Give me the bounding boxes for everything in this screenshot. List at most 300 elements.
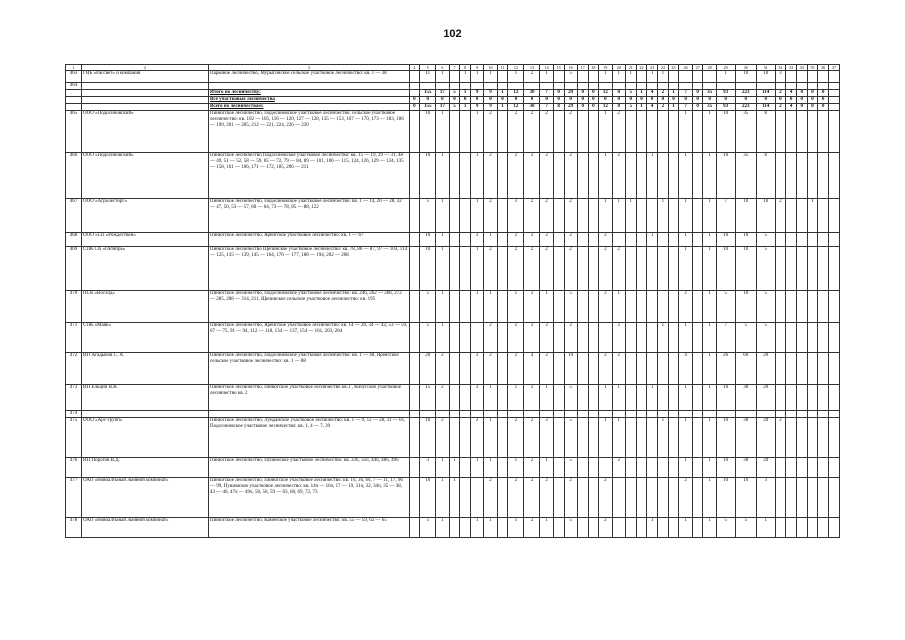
- forest-location: Пинюгское лесничество Щепинское участковое лесничество: кв. 78, 86 — 87, 97 — 103, 114 — 125, 135 — 139, 145 — 164, 176 — 177, 188 — 194, 202 — 208: [209, 247, 410, 291]
- value-cell: 1: [647, 518, 658, 538]
- value-cell: [460, 385, 471, 411]
- value-cell: 1: [508, 385, 524, 411]
- value-cell: 1: [679, 458, 692, 478]
- table-row: [66, 83, 840, 90]
- value-cell: [497, 153, 508, 199]
- value-cell: [786, 153, 797, 199]
- value-cell: 2: [484, 247, 497, 291]
- value-cell: 2: [612, 247, 625, 291]
- forest-location: Пинюгское лесничество, Лунданское участковое лесничество: кв. 1 — 9, 12 — 28, 31 — 61, Подосиновское участковое лесничество: кв. 1, 4 — 7, 39: [209, 418, 410, 458]
- value-cell: [409, 247, 420, 291]
- value-cell: [577, 71, 588, 83]
- value-cell: 1: [436, 111, 449, 153]
- value-cell: [796, 233, 807, 247]
- value-cell: 5: [756, 291, 775, 323]
- value-cell: [679, 411, 692, 418]
- value-cell: 1: [716, 71, 735, 83]
- value-cell: [647, 353, 658, 385]
- value-cell: 2: [524, 111, 540, 153]
- value-cell: [599, 323, 612, 353]
- organization-name: [82, 90, 209, 97]
- forest-location: [209, 83, 410, 90]
- value-cell: [588, 233, 599, 247]
- value-cell: 2: [436, 353, 449, 385]
- value-cell: [449, 111, 460, 153]
- forest-location: Пинюгское лесничество, Яренгское участковое лесничество: кв. 1 — 67: [209, 233, 410, 247]
- value-cell: [625, 411, 636, 418]
- value-cell: 1: [470, 458, 483, 478]
- value-cell: [818, 478, 829, 518]
- organization-name: СПК СА «Октябрь»: [82, 247, 209, 291]
- value-cell: [647, 323, 658, 353]
- value-cell: [796, 411, 807, 418]
- value-cell: [577, 418, 588, 458]
- value-cell: 1: [625, 71, 636, 83]
- value-cell: 0: [588, 104, 599, 111]
- value-cell: [658, 385, 669, 411]
- value-cell: 0: [524, 97, 540, 104]
- value-cell: 0: [599, 97, 612, 104]
- value-cell: 0: [588, 97, 599, 104]
- value-cell: [449, 518, 460, 538]
- column-number: 29: [716, 65, 735, 71]
- organization-name: ГИБ «Рассвет» и компания: [82, 71, 209, 83]
- value-cell: [625, 291, 636, 323]
- value-cell: [577, 385, 588, 411]
- value-cell: [553, 418, 564, 458]
- value-cell: [796, 83, 807, 90]
- value-cell: 0: [818, 97, 829, 104]
- table-row: [66, 97, 840, 104]
- value-cell: 20: [756, 458, 775, 478]
- column-number: 35: [807, 65, 818, 71]
- column-number: 9: [470, 65, 483, 71]
- value-cell: 5: [420, 291, 436, 323]
- value-cell: [409, 111, 420, 153]
- value-cell: [497, 291, 508, 323]
- value-cell: 1: [484, 418, 497, 458]
- value-cell: 2: [508, 478, 524, 518]
- value-cell: 10: [420, 418, 436, 458]
- value-cell: [807, 153, 818, 199]
- value-cell: 1: [436, 153, 449, 199]
- value-cell: [497, 199, 508, 233]
- value-cell: [460, 518, 471, 538]
- value-cell: [553, 323, 564, 353]
- value-cell: [460, 353, 471, 385]
- value-cell: 1: [460, 90, 471, 97]
- value-cell: [460, 153, 471, 199]
- value-cell: [668, 411, 679, 418]
- value-cell: [577, 247, 588, 291]
- value-cell: [636, 247, 647, 291]
- value-cell: [807, 353, 818, 385]
- value-cell: [588, 418, 599, 458]
- forest-location: Пинюгское лесничество, Пинюгское участковое лесничество кв.1 , Кичугское участковое лесничество кв. 2: [209, 385, 410, 411]
- value-cell: 0: [692, 104, 703, 111]
- value-cell: [470, 83, 483, 90]
- value-cell: 1: [679, 233, 692, 247]
- value-cell: 10: [716, 385, 735, 411]
- value-cell: 10: [735, 199, 756, 233]
- value-cell: [577, 458, 588, 478]
- column-number: 23: [647, 65, 658, 71]
- value-cell: [409, 233, 420, 247]
- value-cell: 223: [735, 90, 756, 97]
- value-cell: [668, 71, 679, 83]
- organization-name: [82, 83, 209, 90]
- value-cell: 8: [612, 104, 625, 111]
- value-cell: [553, 83, 564, 90]
- value-cell: 2: [524, 291, 540, 323]
- value-cell: [599, 458, 612, 478]
- value-cell: [577, 153, 588, 199]
- value-cell: [807, 385, 818, 411]
- value-cell: [436, 83, 449, 90]
- value-cell: [409, 323, 420, 353]
- value-cell: 2: [524, 478, 540, 518]
- value-cell: 4: [524, 353, 540, 385]
- value-cell: 10: [735, 478, 756, 518]
- organization-name: СПК «Маяк»: [82, 323, 209, 353]
- value-cell: 93: [716, 90, 735, 97]
- value-cell: 4: [679, 353, 692, 385]
- value-cell: [449, 353, 460, 385]
- value-cell: [588, 247, 599, 291]
- value-cell: 1: [647, 385, 658, 411]
- value-cell: 12: [508, 90, 524, 97]
- value-cell: [796, 111, 807, 153]
- value-cell: [807, 83, 818, 90]
- value-cell: 1: [647, 71, 658, 83]
- organization-name: ООО «Агролесторг»: [82, 199, 209, 233]
- value-cell: [647, 83, 658, 90]
- value-cell: 35: [735, 111, 756, 153]
- value-cell: 20: [756, 353, 775, 385]
- row-number: 475: [66, 418, 82, 458]
- value-cell: [818, 153, 829, 199]
- value-cell: [668, 518, 679, 538]
- value-cell: 1: [703, 153, 716, 199]
- value-cell: 1: [470, 247, 483, 291]
- value-cell: 30: [735, 418, 756, 458]
- value-cell: [775, 478, 786, 518]
- value-cell: [625, 458, 636, 478]
- column-number: 37: [829, 65, 840, 71]
- value-cell: [796, 323, 807, 353]
- value-cell: 1: [508, 518, 524, 538]
- value-cell: [658, 353, 669, 385]
- value-cell: [588, 199, 599, 233]
- organization-name: ИП Ельцин В.В.: [82, 385, 209, 411]
- value-cell: 0: [625, 97, 636, 104]
- value-cell: [553, 458, 564, 478]
- value-cell: 2: [564, 247, 577, 291]
- organization-name: ПСК «Восход»: [82, 291, 209, 323]
- value-cell: 1: [703, 323, 716, 353]
- value-cell: 5: [625, 104, 636, 111]
- value-cell: 0: [470, 97, 483, 104]
- value-cell: 1: [647, 233, 658, 247]
- value-cell: 1: [460, 104, 471, 111]
- value-cell: [460, 83, 471, 90]
- value-cell: 1: [449, 478, 460, 518]
- value-cell: 10: [735, 71, 756, 83]
- value-cell: 10: [756, 71, 775, 83]
- value-cell: 1: [679, 323, 692, 353]
- value-cell: 15: [420, 385, 436, 411]
- value-cell: [553, 111, 564, 153]
- value-cell: 1: [658, 71, 669, 83]
- value-cell: [692, 111, 703, 153]
- value-cell: [829, 291, 840, 323]
- value-cell: 2: [484, 111, 497, 153]
- column-number: 16: [564, 65, 577, 71]
- value-cell: [588, 323, 599, 353]
- value-cell: [564, 83, 577, 90]
- value-cell: 0: [484, 97, 497, 104]
- value-cell: 155: [420, 90, 436, 97]
- value-cell: 0: [796, 90, 807, 97]
- value-cell: 1: [484, 71, 497, 83]
- value-cell: 5: [564, 385, 577, 411]
- value-cell: 2: [436, 418, 449, 458]
- value-cell: [449, 385, 460, 411]
- value-cell: 1: [703, 385, 716, 411]
- value-cell: 2: [540, 111, 553, 153]
- value-cell: [449, 71, 460, 83]
- value-cell: [497, 247, 508, 291]
- organization-name: ООО «Подосиновский»: [82, 111, 209, 153]
- value-cell: [796, 418, 807, 458]
- value-cell: 8: [756, 153, 775, 199]
- value-cell: [668, 291, 679, 323]
- value-cell: [577, 518, 588, 538]
- value-cell: 1: [436, 518, 449, 538]
- row-number: 474: [66, 411, 82, 418]
- value-cell: [829, 418, 840, 458]
- value-cell: 20: [420, 353, 436, 385]
- value-cell: 5: [449, 104, 460, 111]
- value-cell: 2: [612, 111, 625, 153]
- value-cell: [829, 104, 840, 111]
- value-cell: 0: [636, 97, 647, 104]
- value-cell: 5: [564, 291, 577, 323]
- column-number: 19: [599, 65, 612, 71]
- value-cell: [829, 71, 840, 83]
- value-cell: [553, 71, 564, 83]
- table-row: [66, 478, 840, 518]
- value-cell: [692, 518, 703, 538]
- value-cell: [658, 411, 669, 418]
- value-cell: [668, 247, 679, 291]
- value-cell: [553, 518, 564, 538]
- value-cell: 1: [436, 291, 449, 323]
- value-cell: [497, 518, 508, 538]
- value-cell: 1: [449, 458, 460, 478]
- value-cell: [829, 458, 840, 478]
- column-number: 27: [692, 65, 703, 71]
- value-cell: [658, 233, 669, 247]
- value-cell: 10: [716, 233, 735, 247]
- value-cell: [818, 418, 829, 458]
- value-cell: [668, 458, 679, 478]
- value-cell: 4: [786, 104, 797, 111]
- value-cell: 30: [524, 104, 540, 111]
- value-cell: [786, 71, 797, 83]
- value-cell: 8: [553, 104, 564, 111]
- value-cell: [636, 199, 647, 233]
- value-cell: 0: [796, 97, 807, 104]
- organization-name: ИП Агадыков С. А.: [82, 353, 209, 385]
- value-cell: 223: [735, 104, 756, 111]
- value-cell: 29: [564, 104, 577, 111]
- column-number: 7: [449, 65, 460, 71]
- value-cell: [409, 83, 420, 90]
- value-cell: 2: [508, 233, 524, 247]
- forest-location: Пинюгское лесничество, Пушемское участковое лесничество: кв. 33ч, 35ч, 44ч, 48ч, 49ч: [209, 458, 410, 478]
- value-cell: [409, 199, 420, 233]
- value-cell: 1: [484, 518, 497, 538]
- value-cell: [756, 83, 775, 90]
- value-cell: [796, 385, 807, 411]
- value-cell: [679, 83, 692, 90]
- value-cell: [577, 233, 588, 247]
- row-number: 470: [66, 291, 82, 323]
- value-cell: [553, 478, 564, 518]
- value-cell: 10: [420, 153, 436, 199]
- row-number: 465: [66, 111, 82, 153]
- value-cell: [588, 83, 599, 90]
- value-cell: 7: [716, 199, 735, 233]
- value-cell: [829, 233, 840, 247]
- value-cell: [497, 385, 508, 411]
- value-cell: [668, 478, 679, 518]
- value-cell: [692, 153, 703, 199]
- value-cell: [460, 233, 471, 247]
- value-cell: [818, 233, 829, 247]
- value-cell: [497, 418, 508, 458]
- register-table: [65, 64, 840, 538]
- value-cell: [786, 518, 797, 538]
- value-cell: [796, 353, 807, 385]
- value-cell: [786, 247, 797, 291]
- value-cell: [735, 83, 756, 90]
- value-cell: 1: [599, 153, 612, 199]
- value-cell: [796, 153, 807, 199]
- value-cell: 2: [524, 418, 540, 458]
- value-cell: [577, 411, 588, 418]
- value-cell: [692, 291, 703, 323]
- value-cell: 0: [658, 97, 669, 104]
- value-cell: 2: [508, 111, 524, 153]
- value-cell: [449, 247, 460, 291]
- value-cell: 2: [540, 199, 553, 233]
- value-cell: [647, 411, 658, 418]
- value-cell: 114: [756, 90, 775, 97]
- value-cell: [818, 323, 829, 353]
- value-cell: [807, 518, 818, 538]
- value-cell: [409, 385, 420, 411]
- page-number: 102: [443, 28, 462, 40]
- value-cell: 0: [564, 97, 577, 104]
- column-number: 13: [524, 65, 540, 71]
- value-cell: 12: [599, 104, 612, 111]
- value-cell: [658, 291, 669, 323]
- value-cell: 2: [508, 247, 524, 291]
- forest-location: Пинюгское лесничество, Пинюгское участковое лесничество: кв. 1ч, 3ч, 6ч, 7 — 11, 17, 96 — 99, Пушемское участковое лесничество: кв. 14ч — 16ч, 17 — 19, 31ч, 32, 34ч, 35 — 38, 43 — 46, 47ч — 49ч, 50, 56, 59 — 63, 68, 69, 72, 73: [209, 478, 410, 518]
- value-cell: [577, 83, 588, 90]
- value-cell: 2: [599, 247, 612, 291]
- forest-location: Пинюгское лесничество, Подосиновское участковое лесничество: кв. 246, 262 — 266, 272 — 285, 288 — 314, 211, Щепинское сельское участковое лесничество: кв. 195: [209, 291, 410, 323]
- value-cell: 0: [807, 90, 818, 97]
- value-cell: [692, 353, 703, 385]
- value-cell: [668, 385, 679, 411]
- value-cell: [647, 478, 658, 518]
- table-row: [66, 111, 840, 153]
- value-cell: [409, 411, 420, 418]
- value-cell: [484, 411, 497, 418]
- value-cell: [508, 411, 524, 418]
- value-cell: 1: [679, 199, 692, 233]
- value-cell: [692, 411, 703, 418]
- value-cell: [497, 353, 508, 385]
- value-cell: 1: [484, 385, 497, 411]
- value-cell: 0: [818, 104, 829, 111]
- value-cell: 5: [564, 518, 577, 538]
- value-cell: [409, 153, 420, 199]
- forest-location: Пинюгское лесничество, Подосиновское участковое лесничество: сельское участковое лесничество: кв. 102 — 105, 116 — 120, 127 — 128, 135 — 153, 167 — 170, 173 — 183, 186 — 199, 201 — 205, 212 — 221, 224, 226 — 230: [209, 111, 410, 153]
- value-cell: 0: [436, 97, 449, 104]
- value-cell: [588, 458, 599, 478]
- value-cell: [612, 411, 625, 418]
- value-cell: [807, 111, 818, 153]
- value-cell: [735, 411, 756, 418]
- value-cell: [658, 153, 669, 199]
- value-cell: [775, 323, 786, 353]
- value-cell: [796, 199, 807, 233]
- value-cell: 1: [436, 71, 449, 83]
- row-number: [66, 104, 82, 111]
- value-cell: [409, 71, 420, 83]
- organization-name: ООО «Подосиновский»: [82, 153, 209, 199]
- value-cell: [460, 323, 471, 353]
- value-cell: [625, 111, 636, 153]
- column-number: 5: [420, 65, 436, 71]
- value-cell: 1: [679, 247, 692, 291]
- value-cell: 1: [484, 233, 497, 247]
- column-number: 12: [508, 65, 524, 71]
- value-cell: 1: [497, 90, 508, 97]
- value-cell: 17: [436, 90, 449, 97]
- value-cell: [599, 411, 612, 418]
- row-number: 463: [66, 71, 82, 83]
- row-number: 476: [66, 458, 82, 478]
- value-cell: 2: [484, 353, 497, 385]
- value-cell: 5: [449, 90, 460, 97]
- value-cell: 0: [807, 104, 818, 111]
- value-cell: [668, 153, 679, 199]
- value-cell: [636, 291, 647, 323]
- value-cell: 1: [508, 291, 524, 323]
- value-cell: 0: [577, 104, 588, 111]
- value-cell: [625, 247, 636, 291]
- value-cell: 1: [460, 71, 471, 83]
- value-cell: [807, 247, 818, 291]
- value-cell: [829, 478, 840, 518]
- column-number: 26: [679, 65, 692, 71]
- value-cell: 1: [612, 385, 625, 411]
